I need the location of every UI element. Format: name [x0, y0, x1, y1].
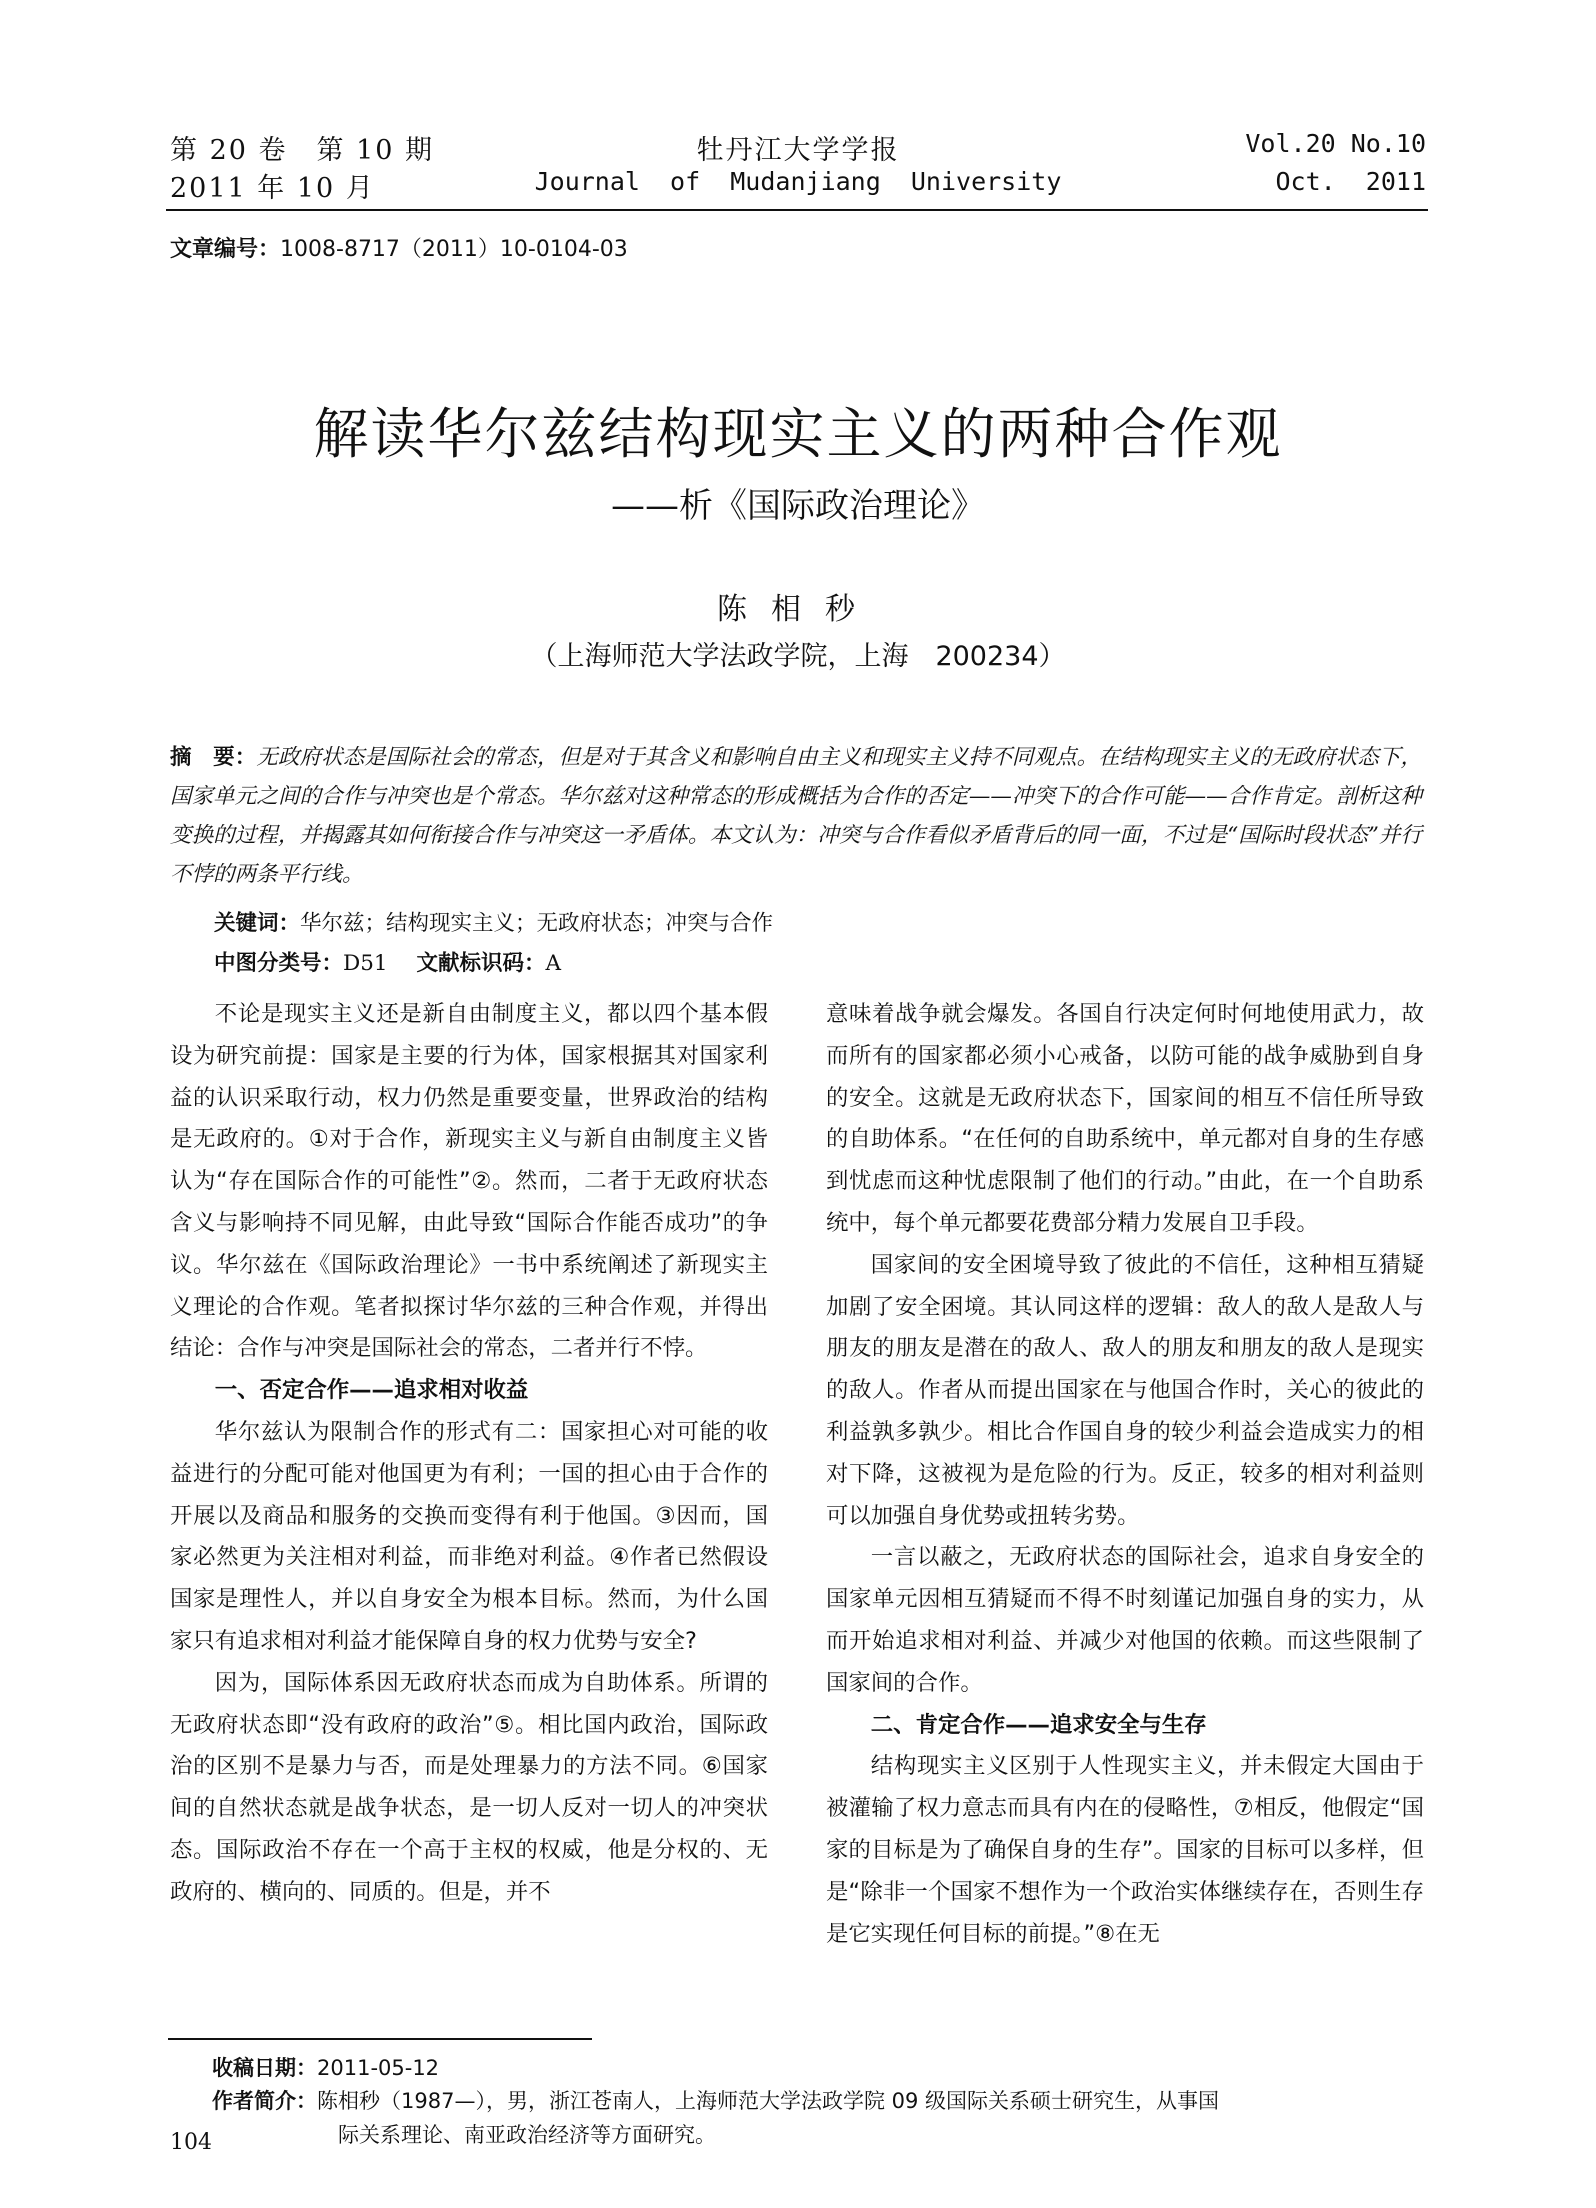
author-bio — [212, 2085, 1219, 2115]
classification — [214, 946, 561, 977]
body-left-column — [170, 994, 768, 1914]
abstract — [170, 738, 1422, 894]
footnote-rule — [168, 2038, 592, 2040]
header-date-cn: 2011 年 10 月 — [170, 173, 375, 204]
paragraph: 一言以蔽之，无政府状态的国际社会，追求自身安全的国家单元因相互猜疑而不得不时刻谨记加强自身的实力，从而开始追求相对利益、并减少对他国的依赖。而这些限制了国家间的合作。 — [826, 1544, 1424, 1696]
clc-value: D51 — [343, 951, 388, 976]
header-rule — [166, 209, 1428, 211]
header-journal-en: Journal of Mudanjiang University — [534, 167, 1062, 196]
article-number — [170, 232, 628, 263]
clc-label: 中图分类号： — [214, 951, 344, 976]
header-date-en: Oct. 2011 — [1275, 167, 1426, 196]
page-number: 104 — [170, 2130, 212, 2155]
abstract-text: 无政府状态是国际社会的常态，但是对于其含义和影响自由主义和现实主义持不同观点。在结构现实主义的无政府状态下，国家单元之间的合作与冲突也是个常态。华尔兹对这种常态的形成概括为合作的否定——冲突下的合作可能——合作肯定。剖析这种变换的过程，并揭露其如何衔接合作与冲突这一矛盾体。本文认为：冲突与合作看似矛盾背后的同一面，不过是“国际时段状态”并行不悖的两条平行线。 — [170, 745, 1422, 887]
page-title: 解读华尔兹结构现实主义的两种合作观 — [313, 402, 1283, 466]
section-heading-1: 一、否定合作——追求相对收益 — [214, 1377, 529, 1404]
body-right-column — [826, 994, 1424, 1955]
abstract-label: 摘 要： — [170, 745, 257, 770]
bio-label: 作者简介： — [212, 2089, 317, 2113]
article-number-label: 文章编号： — [170, 237, 281, 262]
author-affiliation: （上海师范大学法政学院，上海 200234） — [530, 641, 1066, 672]
paragraph: 国家间的安全困境导致了彼此的不信任，这种相互猜疑加剧了安全困境。其认同这样的逻辑：敌人的敌人是敌人与朋友的朋友是潜在的敌人、敌人的朋友和朋友的敌人是现实的敌人。作者从而提出国家在与他国合作时，关心的彼此的利益孰多孰少。相比合作国自身的较少利益会造成实力的相对下降，这被视为是危险的行为。反正，较多的相对利益则可以加强自身优势或扭转劣势。 — [826, 1251, 1424, 1529]
keywords — [214, 906, 773, 937]
bio-line-1: 陈相秒（1987—），男，浙江苍南人，上海师范大学法政学院 09 级国际关系硕士研究生，从事国 — [317, 2089, 1220, 2113]
page-subtitle: ——析《国际政治理论》 — [611, 486, 985, 526]
article-number-value: 1008-8717（2011）10-0104-03 — [280, 237, 628, 262]
paragraph: 华尔兹认为限制合作的形式有二：国家担心对可能的收益进行的分配可能对他国更为有利；一国的担心由于合作的开展以及商品和服务的交换而变得有利于他国。③因而，国家必然更为关注相对利益，而非绝对利益。④作者已然假设国家是理性人，并以自身安全为根本目标。然而，为什么国家只有追求相对利益才能保障自身的权力优势与安全? — [170, 1418, 768, 1654]
received-date — [212, 2052, 439, 2082]
keywords-label: 关键词： — [214, 911, 301, 936]
paragraph: 不论是现实主义还是新自由制度主义，都以四个基本假设为研究前提：国家是主要的行为体，国家根据其对国家利益的认识采取行动，权力仍然是重要变量，世界政治的结构是无政府的。①对于合作，新现实主义与新自由制度主义皆认为“存在国际合作的可能性”②。然而，二者于无政府状态含义与影响持不同见解，由此导致“国际合作能否成功”的争议。华尔兹在《国际政治理论》一书中系统阐述了新现实主义理论的合作观。笔者拟探讨华尔兹的三种合作观，并得出结论：合作与冲突是国际社会的常态，二者并行不悖。 — [170, 1001, 768, 1362]
keywords-text: 华尔兹；结构现实主义；无政府状态；冲突与合作 — [300, 911, 774, 936]
author-name: 陈相秒 — [717, 592, 879, 627]
section-heading-2: 二、肯定合作——追求安全与生存 — [870, 1711, 1207, 1738]
received-value: 2011-05-12 — [317, 2056, 440, 2080]
doc-code-label: 文献标识码： — [416, 951, 546, 976]
bio-line-2: 际关系理论、南亚政治经济等方面研究。 — [338, 2123, 716, 2147]
paragraph: 意味着战争就会爆发。各国自行决定何时何地使用武力，故而所有的国家都必须小心戒备，以防可能的战争威胁到自身的安全。这就是无政府状态下，国家间的相互不信任所导致的自助体系。“在任何的自助系统中，单元都对自身的生存感到忧虑而这种忧虑限制了他们的行动。”由此，在一个自助系统中，每个单元都要花费部分精力发展自卫手段。 — [826, 1001, 1424, 1236]
paragraph: 因为，国际体系因无政府状态而成为自助体系。所谓的无政府状态即“没有政府的政治”⑤。相比国内政治，国际政治的区别不是暴力与否，而是处理暴力的方法不同。⑥国家间的自然状态就是战争状态，是一切人反对一切人的冲突状态。国际政治不存在一个高于主权的权威，他是分权的、无政府的、横向的、同质的。但是，并不 — [170, 1669, 768, 1905]
received-label: 收稿日期： — [212, 2056, 317, 2080]
header-vol-issue-cn: 第 20 卷 第 10 期 — [170, 135, 435, 166]
doc-code-value: A — [545, 951, 562, 976]
header-vol-issue-en: Vol.20 No.10 — [1245, 129, 1426, 158]
header-journal-cn: 牡丹江大学学报 — [696, 135, 900, 166]
paragraph: 结构现实主义区别于人性现实主义，并未假定大国由于被灌输了权力意志而具有内在的侵略性，⑦相反，他假定“国家的目标是为了确保自身的生存”。国家的目标可以多样，但是“除非一个国家不想作为一个政治实体继续存在，否则生存是它实现任何目标的前提。”⑧在无 — [826, 1753, 1424, 1947]
